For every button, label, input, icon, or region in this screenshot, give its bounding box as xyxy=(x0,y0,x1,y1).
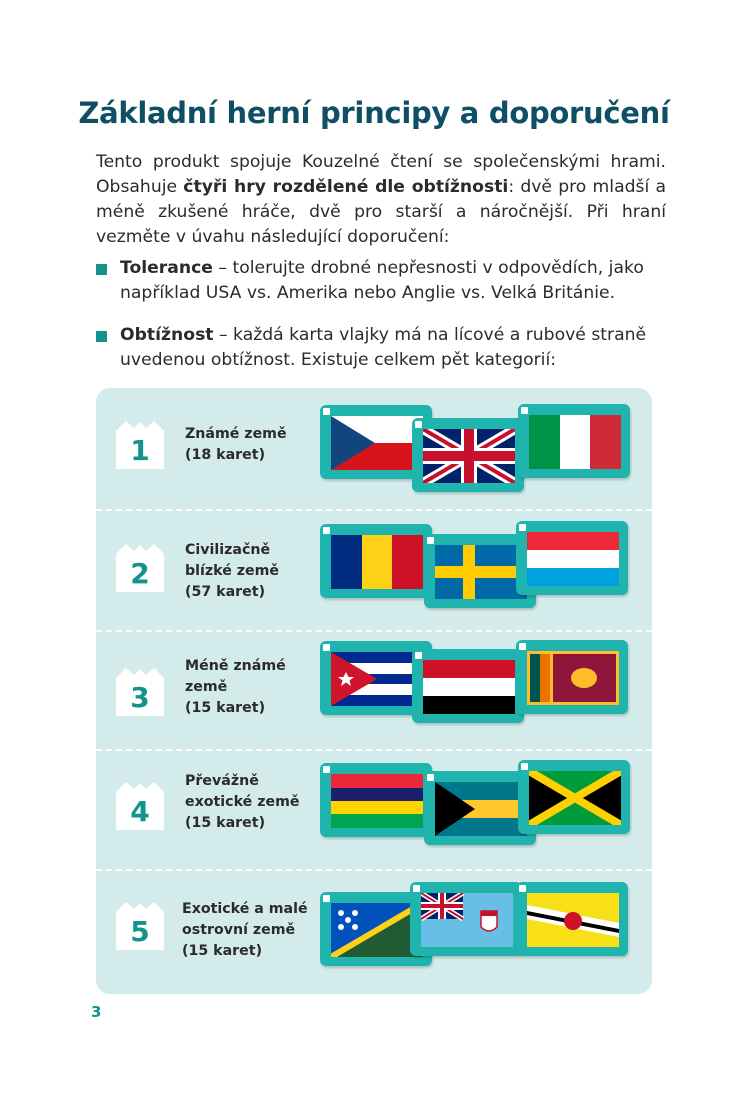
mauritius-flag xyxy=(331,774,423,828)
bullet-difficulty: Obtížnost – každá karta vlajky má na lícové a rubové straně uvedenou obtížnost. Existuje celkem pět kategorií: xyxy=(96,323,666,373)
flag-card xyxy=(516,882,628,956)
level-badge-3: 3 xyxy=(116,668,164,716)
flag-card xyxy=(320,763,432,837)
romania-flag xyxy=(331,535,423,589)
row-divider xyxy=(96,630,652,632)
bahamas-flag xyxy=(435,782,527,836)
yemen-flag xyxy=(423,660,515,714)
bullet-square-icon xyxy=(96,264,107,275)
level-badge-1: 1 xyxy=(116,421,164,469)
level-label-4: Převážně exotické země (15 karet) xyxy=(185,773,300,831)
flag-card xyxy=(320,524,432,598)
flag-card xyxy=(518,760,630,834)
czech-republic-flag xyxy=(331,416,423,470)
difficulty-panel xyxy=(96,388,652,994)
luxembourg-flag xyxy=(527,532,619,586)
flag-card xyxy=(412,649,524,723)
level-label-3: Méně známé země (15 karet) xyxy=(185,658,286,716)
flag-card xyxy=(410,882,522,956)
page-title: Základní herní principy a doporučení xyxy=(78,96,670,130)
bullet-tolerance: Tolerance – tolerujte drobné nepřesnosti v odpovědích, jako například USA vs. Amerika nebo Anglie vs. Velká Británie. xyxy=(96,256,666,306)
cuba-flag xyxy=(331,652,423,706)
sweden-flag xyxy=(435,545,527,599)
flag-card xyxy=(516,521,628,595)
italy-flag xyxy=(529,415,621,469)
flag-card xyxy=(518,404,630,478)
level-label-5: Exotické a malé ostrovní země (15 karet) xyxy=(182,901,308,959)
intro-paragraph: Tento produkt spojuje Kouzelné čtení se společenskými hrami. Obsahuje čtyři hry rozdělené dle obtížnosti: dvě pro mladší a méně zkušené hráče, dvě pro starší a náročnější. Při hraní vezměte v úvahu následující doporučení: xyxy=(96,152,666,247)
flag-card xyxy=(412,418,524,492)
page-number: 3 xyxy=(91,1003,102,1021)
row-divider xyxy=(96,509,652,511)
jamaica-flag xyxy=(529,771,621,825)
bullet-square-icon xyxy=(96,331,107,342)
row-divider xyxy=(96,749,652,751)
united-kingdom-flag xyxy=(423,429,515,483)
row-divider xyxy=(96,869,652,871)
level-label-2: Civilizačně blízké země (57 karet) xyxy=(185,542,280,600)
level-badge-4: 4 xyxy=(116,782,164,830)
level-badge-2: 2 xyxy=(116,544,164,592)
sri-lanka-flag xyxy=(527,651,619,705)
level-label-1: Známé země (18 karet) xyxy=(185,426,287,463)
brunei-flag xyxy=(527,893,619,947)
flag-card xyxy=(516,640,628,714)
level-badge-5: 5 xyxy=(116,902,164,950)
fiji-flag xyxy=(421,893,513,947)
